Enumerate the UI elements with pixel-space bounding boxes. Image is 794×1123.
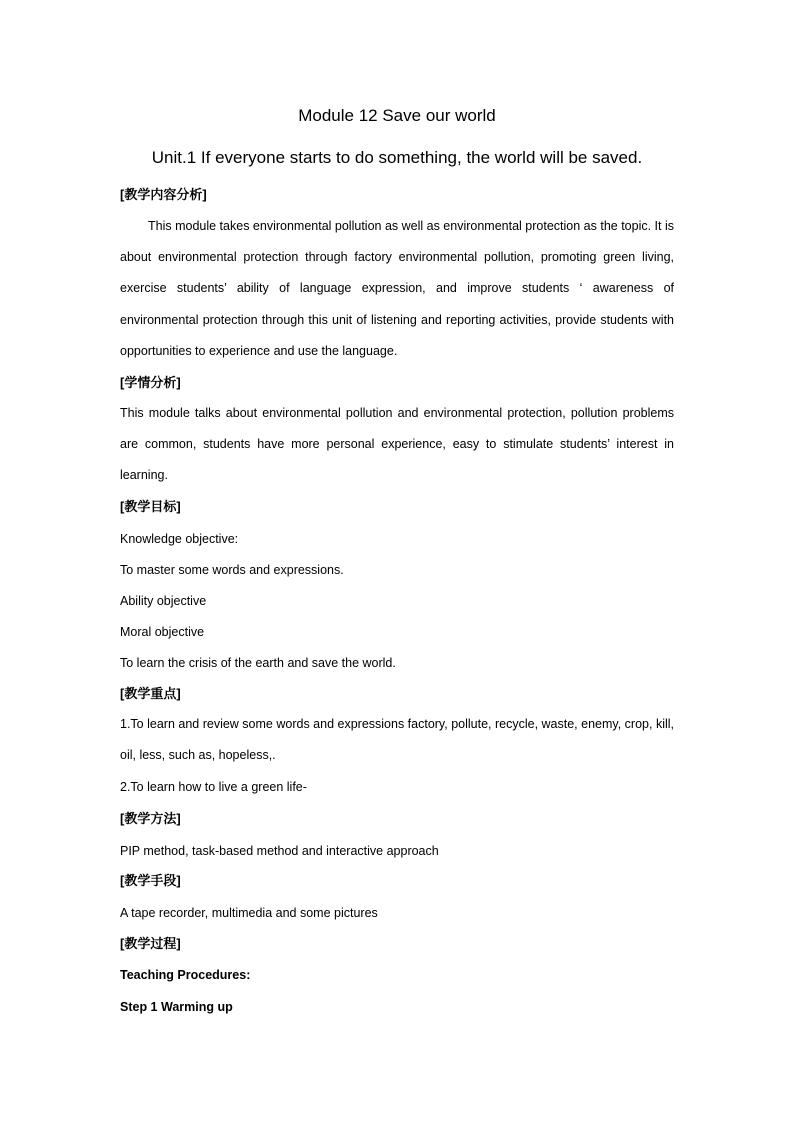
module-title: Module 12 Save our world [298, 106, 496, 125]
objective-line: Knowledge objective: [120, 532, 239, 546]
objective-line: Ability objective [120, 594, 207, 608]
methods-text: PIP method, task-based method and interactive approach [120, 844, 439, 858]
step-1-heading: Step 1 Warming up [120, 1000, 233, 1014]
objective-line: To master some words and expressions. [120, 563, 344, 577]
heading-methods: [教学方法] [120, 811, 181, 826]
heading-means: [教学手段] [120, 873, 181, 888]
objective-line: Moral objective [120, 625, 205, 639]
objective-line: To learn the crisis of the earth and save the world. [120, 656, 396, 670]
heading-objectives: [教学目标] [120, 499, 181, 514]
content-analysis-text: This module takes environmental pollution as well as environmental protection as the topic. It is about environmental protection through factory environmental pollution, promoting green living, exercise students’ ability of language expression, and improve students ‘ awareness of environmental protection through this unit of listening and reporting activities, provide students with opportunities to experience and use the language. [120, 219, 674, 358]
heading-process: [教学过程] [120, 936, 181, 951]
means-text: A tape recorder, multimedia and some pictures [120, 906, 378, 920]
student-analysis-text: This module talks about environmental pollution and environmental protection, pollution problems are common, students have more personal experience, easy to stimulate students’ interest in learning. [120, 406, 674, 483]
heading-key-points: [教学重点] [120, 686, 181, 701]
heading-student-analysis: [学情分析] [120, 375, 181, 390]
key-point-item-2: 2.To learn how to live a green life- [120, 780, 307, 794]
procedures-label: Teaching Procedures: [120, 968, 251, 982]
key-point-item-1: 1.To learn and review some words and expressions factory, pollute, recycle, waste, enemy, crop, kill, oil, less, such as, hopeless,. [120, 717, 674, 763]
unit-title: Unit.1 If everyone starts to do something, the world will be saved. [151, 148, 643, 167]
heading-content-analysis: [教学内容分析] [120, 187, 207, 202]
